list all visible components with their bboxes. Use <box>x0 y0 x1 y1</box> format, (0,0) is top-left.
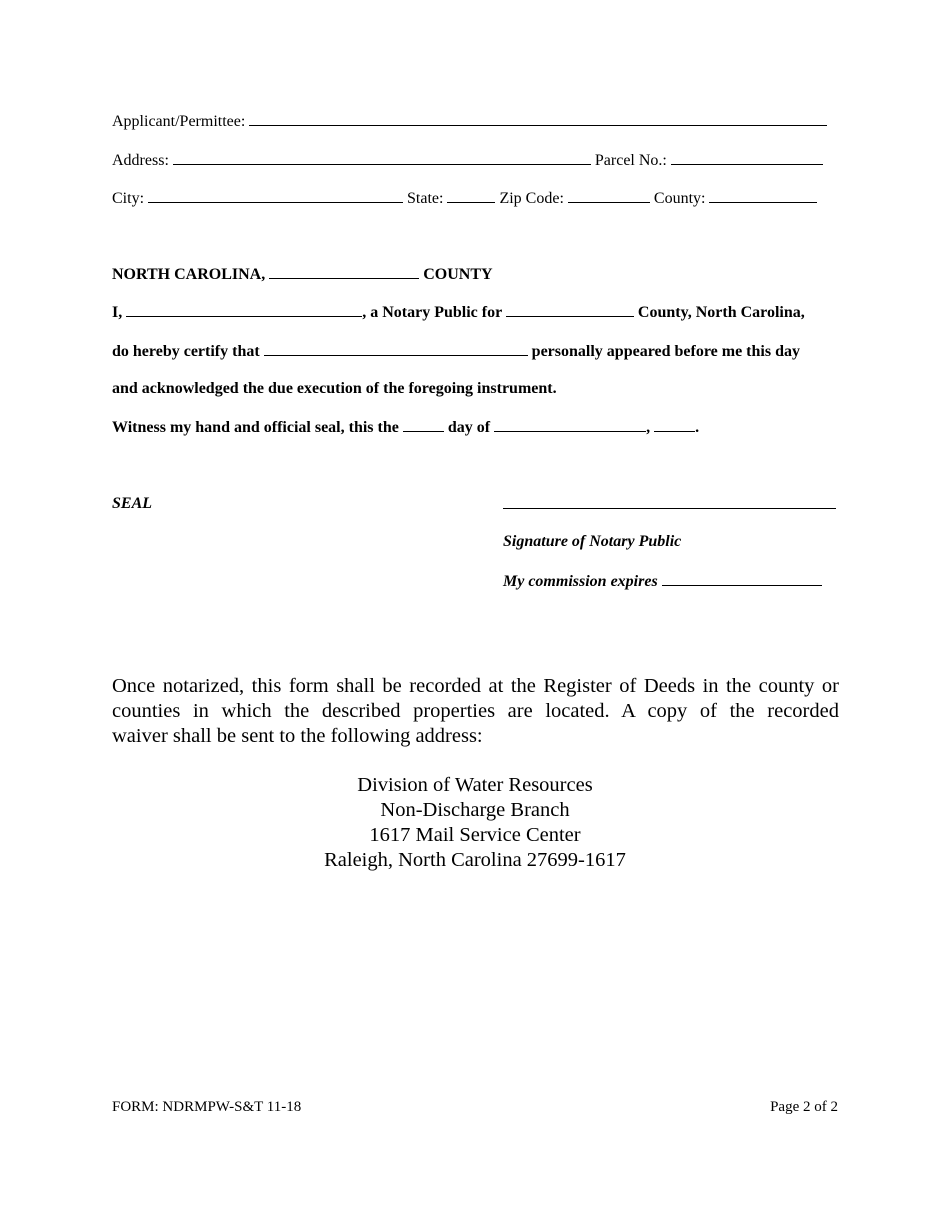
state-label: State: <box>407 190 444 207</box>
instructions-paragraph <box>112 674 839 749</box>
day-of-label: day of <box>447 419 491 436</box>
city-label: City: <box>112 190 145 207</box>
zip-label: Zip Code: <box>499 190 564 207</box>
parcel-label: Parcel No.: <box>594 152 667 169</box>
witness-comma: , <box>646 419 651 436</box>
address-field[interactable] <box>173 150 591 165</box>
address-line-2: Non-Discharge Branch <box>380 799 570 821</box>
mailing-address <box>0 773 950 873</box>
signature-line-row <box>503 494 836 515</box>
commission-row <box>503 571 822 592</box>
commission-label: My commission expires <box>503 573 658 590</box>
acknowledged-text: and acknowledged the due execution of the foregoing instrument. <box>112 380 557 397</box>
instructions-line-3: waiver shall be sent to the following address: <box>112 725 483 747</box>
county-label: County: <box>653 190 706 207</box>
address-line-3: 1617 Mail Service Center <box>369 824 581 846</box>
i-prefix: I, <box>112 304 123 321</box>
witness-period: . <box>695 419 700 436</box>
notary-signature-field[interactable] <box>503 494 836 509</box>
applicant-row <box>112 111 827 132</box>
notary-state-row <box>112 264 493 285</box>
form-id: FORM: NDRMPW-S&T 11-18 <box>112 1099 302 1115</box>
address-line-4: Raleigh, North Carolina 27699-1617 <box>324 849 626 871</box>
applicant-field[interactable] <box>249 111 827 126</box>
applicant-label: Applicant/Permittee: <box>112 113 246 130</box>
notary-name-row <box>112 302 805 323</box>
signature-label: Signature of Notary Public <box>503 533 682 550</box>
certify-name-field[interactable] <box>264 341 528 356</box>
seal-label: SEAL <box>112 495 153 512</box>
acknowledged-row <box>112 379 557 399</box>
county-suffix: COUNTY <box>423 266 493 283</box>
notary-name-field[interactable] <box>126 302 362 317</box>
witness-year-field[interactable] <box>654 417 695 432</box>
certify-row <box>112 341 800 362</box>
county-field[interactable] <box>709 188 817 203</box>
notary-for-county-field[interactable] <box>506 302 634 317</box>
page-number: Page 2 of 2 <box>770 1099 838 1115</box>
city-row <box>112 188 817 209</box>
city-field[interactable] <box>148 188 403 203</box>
certify-prefix: do hereby certify that <box>112 343 260 360</box>
witness-prefix: Witness my hand and official seal, this the <box>112 419 399 436</box>
zip-field[interactable] <box>568 188 650 203</box>
witness-row <box>112 417 699 438</box>
address-row <box>112 150 823 171</box>
witness-month-field[interactable] <box>494 417 646 432</box>
county-nc-label: County, North Carolina, <box>637 304 805 321</box>
parcel-field[interactable] <box>671 150 823 165</box>
notary-county-field[interactable] <box>269 264 419 279</box>
instructions-line-1: Once notarized, this form shall be recorded at the Register of Deeds in the county or <box>112 675 839 697</box>
witness-day-field[interactable] <box>403 417 444 432</box>
address-line-1: Division of Water Resources <box>357 774 593 796</box>
address-label: Address: <box>112 152 169 169</box>
instructions-line-2: counties in which the described properties are located. A copy of the recorded <box>112 700 839 722</box>
state-prefix: NORTH CAROLINA, <box>112 266 266 283</box>
certify-suffix: personally appeared before me this day <box>531 343 800 360</box>
commission-field[interactable] <box>662 571 822 586</box>
state-field[interactable] <box>447 188 495 203</box>
notary-for-label: , a Notary Public for <box>362 304 502 321</box>
